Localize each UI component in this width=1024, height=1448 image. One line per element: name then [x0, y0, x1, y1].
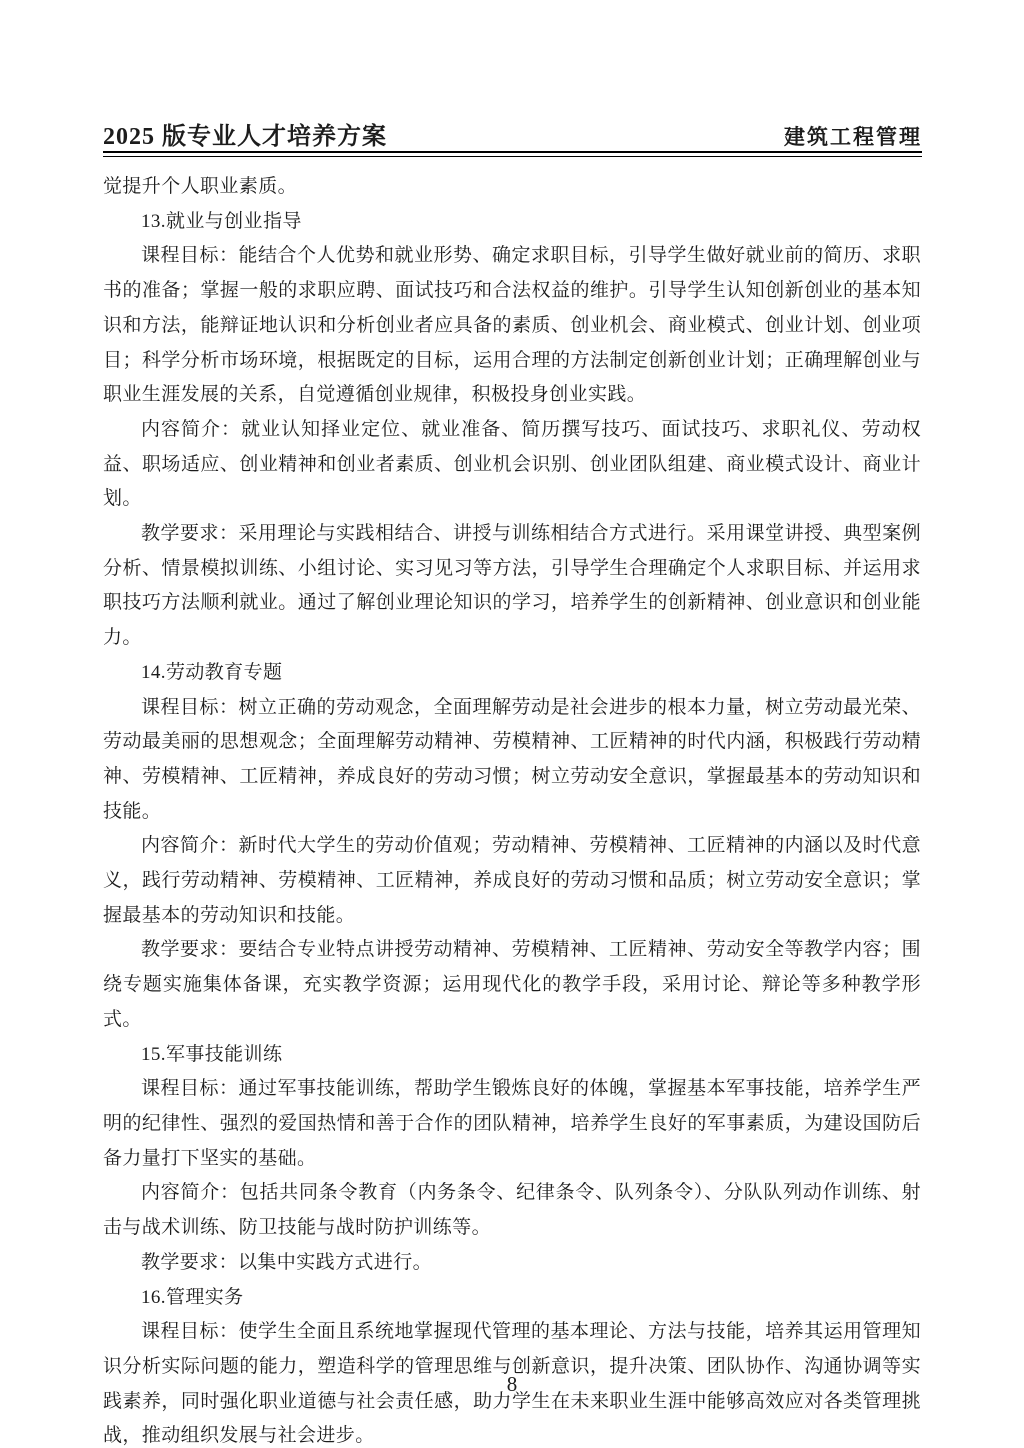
section-15-teaching-requirements: 教学要求：以集中实践方式进行。: [141, 1251, 433, 1273]
section-13-content-intro: 内容简介：就业认知择业定位、就业准备、简历撰写技巧、面试技巧、求职礼仪、劳动权益、职场适应、创业精神和创业者素质、创业机会识别、创业团队组建、商业模式设计、商业计划。: [103, 418, 921, 510]
section-16-heading: 16.管理实务: [141, 1286, 244, 1308]
section-14-heading: 14.劳动教育专题: [141, 661, 283, 683]
header-title-left: 2025 版专业人才培养方案: [103, 124, 387, 150]
section-15-content-intro: 内容简介：包括共同条令教育（内务条令、纪律条令、队列条令）、分队队列动作训练、射击与战术训练、防卫技能与战时防护训练等。: [103, 1182, 921, 1239]
section-13-course-goal: 课程目标：能结合个人优势和就业形势、确定求职目标，引导学生做好就业前的简历、求职书的准备；掌握一般的求职应聘、面试技巧和合法权益的维护。引导学生认知创新创业的基本知识和方法，能辩证地认识和分析创业者应具备的素质、创业机会、商业模式、创业计划、创业项目；科学分析市场环境，根据既定的目标，运用合理的方法制定创新创业计划；正确理解创业与职业生涯发展的关系，自觉遵循创业规律，积极投身创业实践。: [103, 245, 921, 406]
document-body: [103, 170, 921, 1448]
section-14-teaching-requirements: 教学要求：要结合专业特点讲授劳动精神、劳模精神、工匠精神、劳动安全等教学内容；围绕专题实施集体备课，充实教学资源；运用现代化的教学手段，采用讨论、辩论等多种教学形式。: [103, 939, 921, 1030]
section-16-course-goal: 课程目标：使学生全面且系统地掌握现代管理的基本理论、方法与技能，培养其运用管理知识分析实际问题的能力，塑造科学的管理思维与创新意识，提升决策、团队协作、沟通协调等实践素养，同时强化职业道德与社会责任感，助力学生在未来职业生涯中能够高效应对各类管理挑战，推动组织发展与社会进步。: [103, 1321, 921, 1447]
header-title-right: 建筑工程管理: [784, 125, 922, 149]
section-13-teaching-requirements: 教学要求：采用理论与实践相结合、讲授与训练相结合方式进行。采用课堂讲授、典型案例分析、情景模拟训练、小组讨论、实习见习等方法，引导学生合理确定个人求职目标、并运用求职技巧方法顺利就业。通过了解创业理论知识的学习，培养学生的创新精神、创业意识和创业能力。: [103, 523, 921, 649]
section-15-heading: 15.军事技能训练: [141, 1043, 283, 1065]
page-header: [103, 116, 922, 151]
section-13-heading: 13.就业与创业指导: [141, 210, 302, 232]
continuation-paragraph: 觉提升个人职业素质。: [103, 176, 298, 197]
section-14-content-intro: 内容简介：新时代大学生的劳动价值观；劳动精神、劳模精神、工匠精神的内涵以及时代意义，践行劳动精神、劳模精神、工匠精神，养成良好的劳动习惯和品质；树立劳动安全意识；掌握最基本的劳动知识和技能。: [103, 835, 921, 926]
section-15-course-goal: 课程目标：通过军事技能训练，帮助学生锻炼良好的体魄，掌握基本军事技能，培养学生严明的纪律性、强烈的爱国热情和善于合作的团队精神，培养学生良好的军事素质，为建设国防后备力量打下坚实的基础。: [103, 1078, 921, 1169]
header-double-rule: [103, 151, 922, 157]
section-14-course-goal: 课程目标：树立正确的劳动观念，全面理解劳动是社会进步的根本力量，树立劳动最光荣、劳动最美丽的思想观念；全面理解劳动精神、劳模精神、工匠精神的时代内涵，积极践行劳动精神、劳模精神、工匠精神，养成良好的劳动习惯；树立劳动安全意识，掌握最基本的劳动知识和技能。: [103, 696, 921, 822]
page-number: 8: [506, 1372, 518, 1396]
